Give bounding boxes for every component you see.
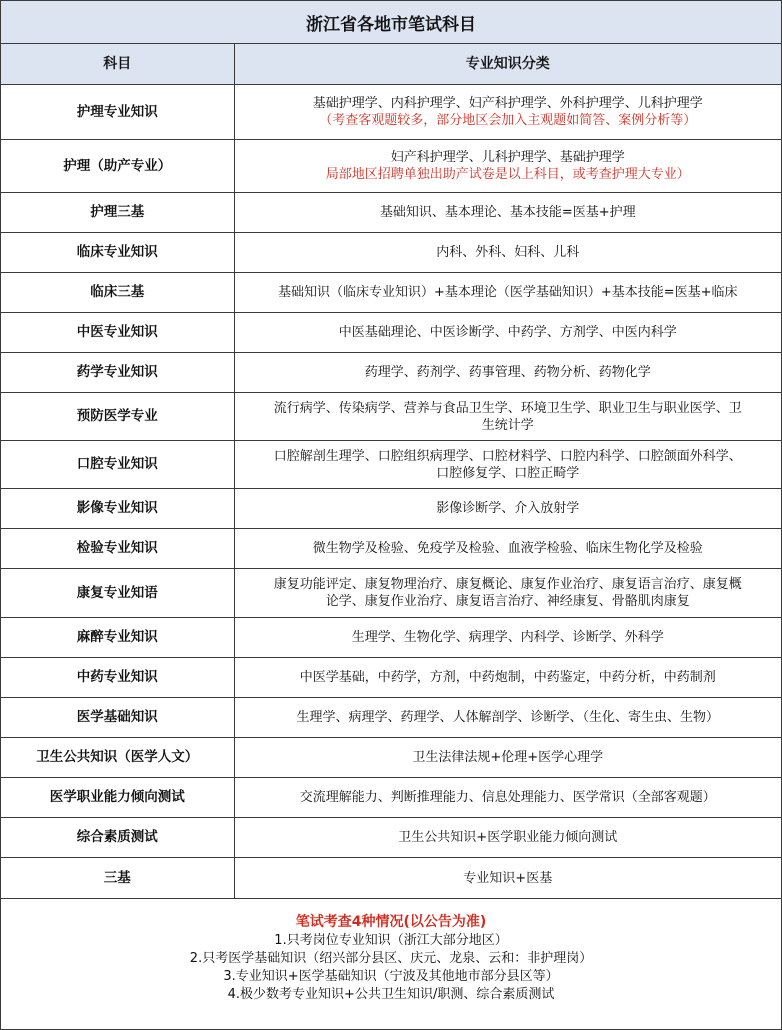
category-line: 流行病学、传染病学、营养与食品卫生学、环境卫生学、职业卫生与职业医学、卫 <box>273 400 742 416</box>
category-line: 交流理解能力、判断推理能力、信息处理能力、医学常识（全部客观题） <box>299 790 716 805</box>
table-row <box>1 489 781 529</box>
category-line: 卫生公共知识+医学职业能力倾向测试 <box>398 830 618 845</box>
subject-cell: 医学职业能力倾向测试 <box>1 778 234 818</box>
category-cell <box>234 658 781 698</box>
subject-cell: 中药专业知识 <box>1 658 234 698</box>
category-line: 专业知识+医基 <box>463 870 553 886</box>
table-row <box>1 778 781 818</box>
subject-cell: 临床专业知识 <box>1 233 234 273</box>
category-line: 微生物学及检验、免疫学及检验、血液学检验、临床生物化学及检验 <box>312 541 703 556</box>
table-row <box>1 698 781 738</box>
subject-cell: 护理专业知识 <box>1 85 234 140</box>
category-cell <box>234 818 781 858</box>
category-cell <box>234 778 781 818</box>
category-line: 影像诊断学、介入放射学 <box>436 501 580 516</box>
subject-cell: 临床三基 <box>1 273 234 313</box>
header-category: 专业知识分类 <box>234 44 781 85</box>
notes-item: 3.专业知识+医学基础知识（宁波及其他地市部分县区等） <box>223 969 559 984</box>
category-cell <box>234 441 781 489</box>
category-note: 局部地区招聘单独出助产试卷是以上科目，或考查护理大专业） <box>325 167 690 182</box>
table-row <box>1 618 781 658</box>
sheet-title: 浙江省各地市笔试科目 <box>1 1 781 44</box>
category-line: 口腔修复学、口腔正畸学 <box>436 465 580 481</box>
category-cell <box>234 529 781 569</box>
category-line: 中医学基础，中药学，方剂，中药炮制，中药鉴定，中药分析，中药制剂 <box>299 670 716 685</box>
category-line: 论学、康复作业治疗、康复语言治疗、神经康复、骨骼肌肉康复 <box>325 594 690 609</box>
table-header-row <box>1 44 781 85</box>
notes-item: 1.只考岗位专业知识（浙江大部分地区） <box>274 933 508 948</box>
category-cell <box>234 858 781 899</box>
category-line: 基础知识、基本理论、基本技能=医基+护理 <box>379 205 636 220</box>
category-line: 卫生法律法规+伦理+医学心理学 <box>412 750 604 765</box>
category-cell <box>234 193 781 233</box>
category-cell <box>234 233 781 273</box>
category-line: 内科、外科、妇科、儿科 <box>436 245 580 260</box>
subject-cell: 预防医学专业 <box>1 393 234 441</box>
table-row <box>1 193 781 233</box>
category-cell <box>234 140 781 193</box>
category-cell <box>234 618 781 658</box>
table-row <box>1 273 781 313</box>
category-line: 康复功能评定、康复物理治疗、康复概论、康复作业治疗、康复语言治疗、康复概 <box>273 577 742 592</box>
subject-cell: 护理（助产专业） <box>1 140 234 193</box>
notes-section <box>1 913 781 1004</box>
subject-cell: 检验专业知识 <box>1 529 234 569</box>
category-line: 生理学、生物化学、病理学、内科学、诊断学、外科学 <box>351 630 664 645</box>
table-row <box>1 818 781 858</box>
notes-list <box>1 932 781 1004</box>
category-line: 口腔解剖生理学、口腔组织病理学、口腔材料学、口腔内科学、口腔颌面外科学、 <box>273 448 742 464</box>
category-line: 基础知识（临床专业知识）+基本理论（医学基础知识）+基本技能=医基+临床 <box>277 285 738 300</box>
subject-cell: 综合素质测试 <box>1 818 234 858</box>
table-row <box>1 393 781 441</box>
table-row <box>1 85 781 140</box>
table-row <box>1 569 781 618</box>
subject-cell: 医学基础知识 <box>1 698 234 738</box>
category-cell <box>234 85 781 140</box>
table-row <box>1 441 781 489</box>
table-row <box>1 313 781 353</box>
category-line: 中医基础理论、中医诊断学、中药学、方剂学、中医内科学 <box>338 325 677 340</box>
subject-cell: 康复专业知语 <box>1 569 234 618</box>
subject-cell: 麻醉专业知识 <box>1 618 234 658</box>
table-row <box>1 233 781 273</box>
table-row <box>1 529 781 569</box>
subject-cell: 口腔专业知识 <box>1 441 234 489</box>
subjects-table <box>1 44 781 899</box>
notes-title: 笔试考查4种情况(以公告为准) <box>295 914 487 930</box>
subject-cell: 卫生公共知识（医学人文） <box>1 738 234 778</box>
category-line: 妇产科护理学、儿科护理学、基础护理学 <box>390 150 625 165</box>
subject-cell: 中医专业知识 <box>1 313 234 353</box>
category-line: 生理学、病理学、药理学、人体解剖学、诊断学、（生化、寄生虫、生物） <box>296 710 719 725</box>
subject-cell: 护理三基 <box>1 193 234 233</box>
category-cell <box>234 273 781 313</box>
category-line: 生统计学 <box>481 417 534 433</box>
category-line: 基础护理学、内科护理学、妇产科护理学、外科护理学、儿科护理学 <box>312 96 703 111</box>
category-cell <box>234 393 781 441</box>
table-row <box>1 140 781 193</box>
category-cell <box>234 353 781 393</box>
header-subject: 科目 <box>1 44 234 85</box>
subject-cell: 药学专业知识 <box>1 353 234 393</box>
category-cell <box>234 738 781 778</box>
category-cell <box>234 313 781 353</box>
table-row <box>1 738 781 778</box>
category-cell <box>234 489 781 529</box>
notes-item: 4.极少数考专业知识+公共卫生知识/职测、综合素质测试 <box>227 987 555 1002</box>
category-note: （考查客观题较多，部分地区会加入主观题如简答、案例分析等） <box>319 113 697 128</box>
subject-cell: 三基 <box>1 858 234 899</box>
table-row <box>1 658 781 698</box>
category-cell <box>234 698 781 738</box>
table-row <box>1 353 781 393</box>
table-row <box>1 858 781 899</box>
category-line: 药理学、药剂学、药事管理、药物分析、药物化学 <box>364 365 651 380</box>
category-cell <box>234 569 781 618</box>
subject-cell: 影像专业知识 <box>1 489 234 529</box>
notes-item: 2.只考医学基础知识（绍兴部分县区、庆元、龙泉、云和：非护理岗） <box>189 951 593 966</box>
